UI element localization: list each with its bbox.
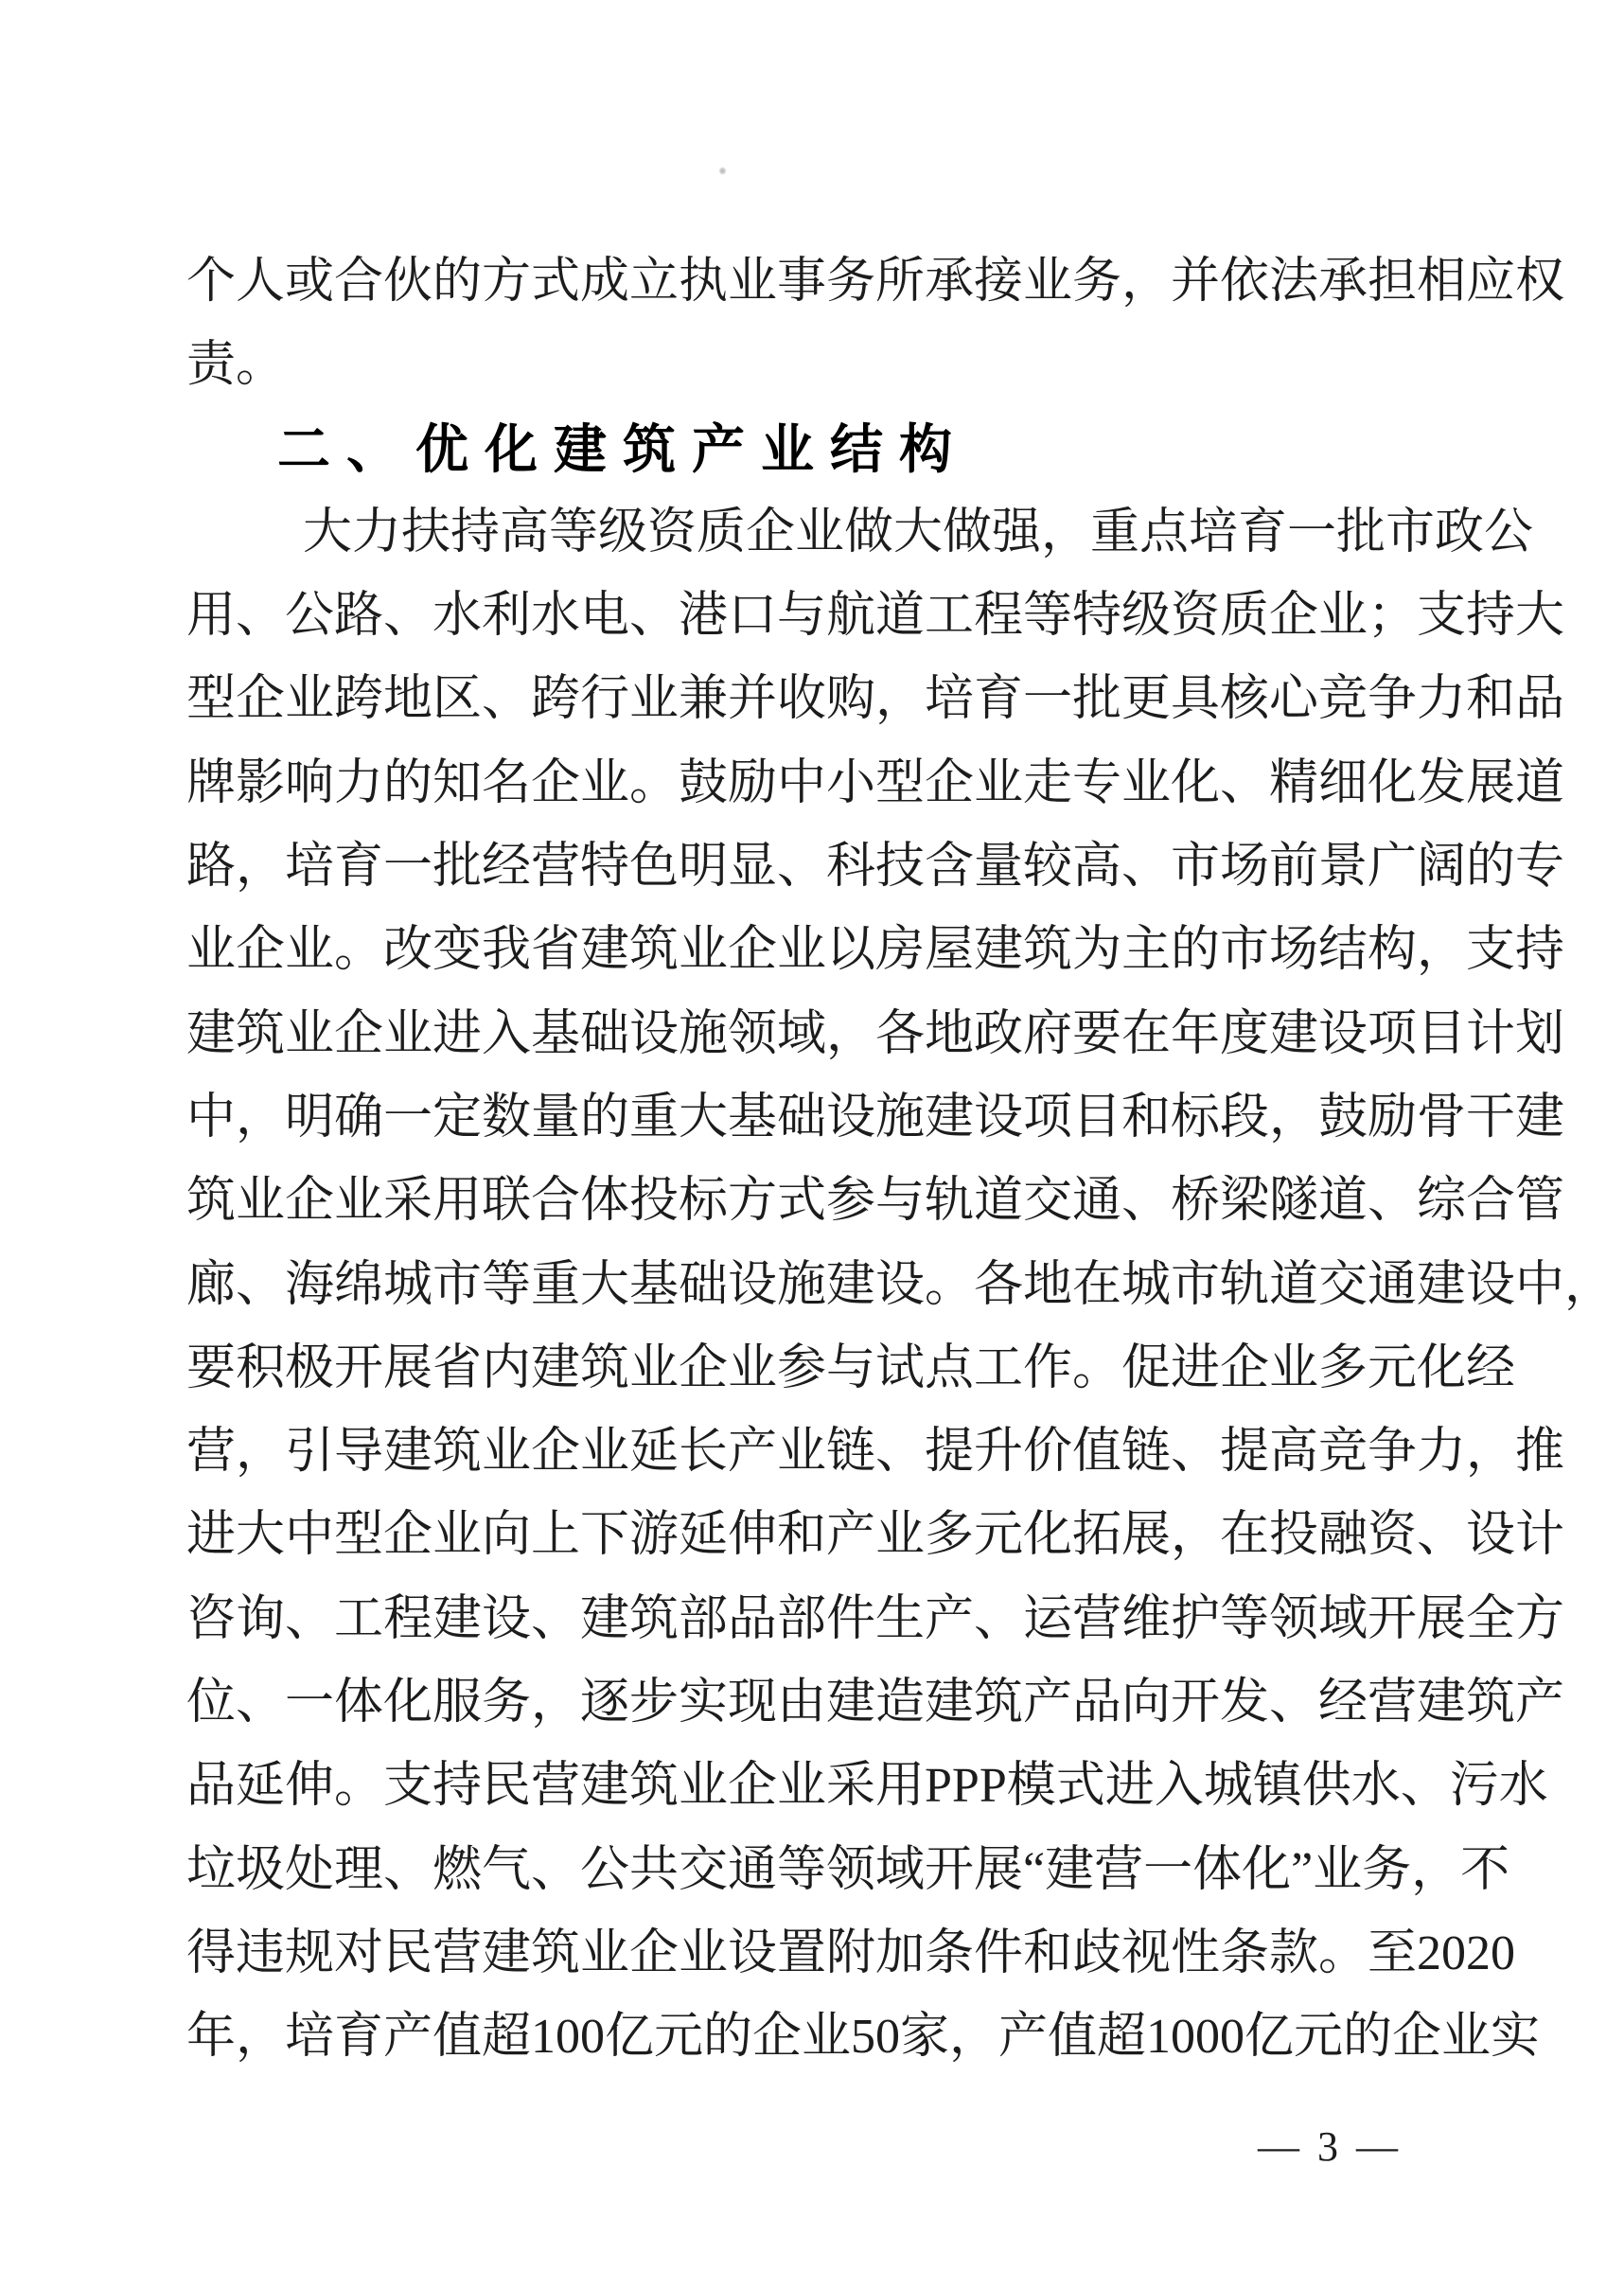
text-line: 要积极开展省内建筑业企业参与试点工作。促进企业多元化经 bbox=[186, 1340, 1516, 1395]
text-line: 筑业企业采用联合体投标方式参与轨道交通、桥梁隧道、综合管 bbox=[186, 1174, 1565, 1229]
text-line: 得违规对民营建筑业企业设置附加条件和歧视性条款。至2020 bbox=[186, 1925, 1516, 1980]
page-number: — 3 — bbox=[1258, 2123, 1402, 2170]
text-line: 大力扶持高等级资质企业做大做强，重点培育一批市政公 bbox=[303, 505, 1534, 559]
text-line: 用、公路、水利水电、港口与航道工程等特级资质企业；支持大 bbox=[186, 589, 1565, 644]
text-line: 营，引导建筑业企业延长产业链、提升价值链、提高竞争力，推 bbox=[186, 1425, 1565, 1480]
text-line: 型企业跨地区、跨行业兼并收购，培育一批更具核心竞争力和品 bbox=[186, 672, 1565, 727]
scan-artifact-speck bbox=[719, 167, 726, 175]
text-line: 咨询、工程建设、建筑部品部件生产、运营维护等领域开展全方 bbox=[186, 1591, 1565, 1646]
document-text-block bbox=[186, 240, 1615, 2080]
text-line: 廊、海绵城市等重大基础设施建设。各地在城市轨道交通建设中， bbox=[186, 1257, 1615, 1312]
text-line: 中，明确一定数量的重大基础设施建设项目和标段，鼓励骨干建 bbox=[186, 1090, 1565, 1144]
text-line: 建筑业企业进入基础设施领域，各地政府要在年度建设项目计划 bbox=[186, 1006, 1565, 1061]
text-line: 牌影响力的知名企业。鼓励中小型企业走专业化、精细化发展道 bbox=[186, 755, 1565, 810]
text-line: 位、一体化服务，逐步实现由建造建筑产品向开发、经营建筑产 bbox=[186, 1676, 1565, 1730]
text-line: 进大中型企业向上下游延伸和产业多元化拓展，在投融资、设计 bbox=[186, 1508, 1565, 1563]
text-line: 个人或合伙的方式成立执业事务所承接业务，并依法承担相应权 bbox=[186, 255, 1565, 309]
text-line: 品延伸。支持民营建筑业企业采用PPP模式进入城镇供水、污水 bbox=[186, 1759, 1548, 1814]
text-line: 垃圾处理、燃气、公共交通等领域开展“建营一体化”业务，不 bbox=[186, 1842, 1510, 1897]
text-line: 路，培育一批经营特色明显、科技含量较高、市场前景广阔的专 bbox=[186, 840, 1565, 895]
text-line: 年，培育产值超100亿元的企业50家，产值超1000亿元的企业实 bbox=[186, 2010, 1541, 2065]
text-line: 业企业。改变我省建筑业企业以房屋建筑为主的市场结构，支持 bbox=[186, 923, 1565, 978]
text-line: 责。 bbox=[186, 338, 286, 393]
section-heading: 二、优化建筑产业结构 bbox=[277, 418, 968, 479]
